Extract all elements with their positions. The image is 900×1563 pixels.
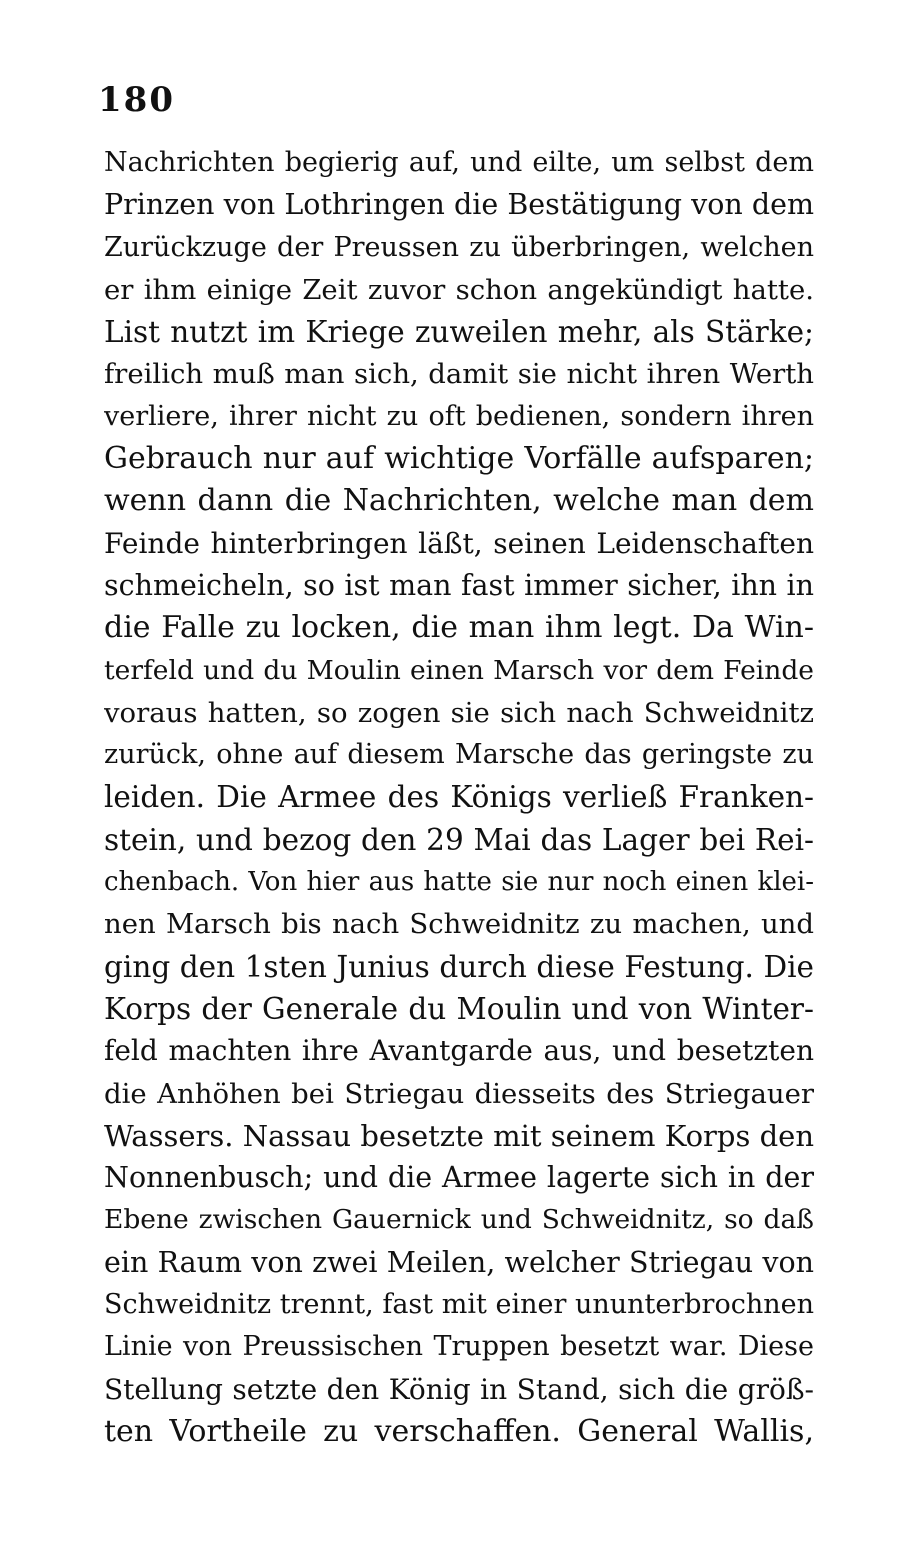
text-line: wenn dann die Nachrichten, welche man dem [104,483,814,519]
text-line: nen Marsch bis nach Schweidnitz zu machen, und [104,908,814,941]
text-line: Stellung setzte den König in Stand, sich die größ- [104,1372,814,1406]
text-line: Prinzen von Lothringen die Bestätigung von dem [104,188,814,222]
text-line: chenbach. Von hier aus hatte sie nur noch einen klei- [104,867,814,898]
text-line: voraus hatten, so zogen sie sich nach Schweidnitz [104,696,814,729]
text-line: List nutzt im Kriege zuweilen mehr, als Stärke; [104,315,814,350]
text-line: leiden. Die Armee des Königs verließ Franken- [104,780,814,815]
text-line: Schweidnitz trennt, fast mit einer ununterbrochnen [104,1289,814,1321]
text-line: Ebene zwischen Gauernick und Schweidnitz, so daß [104,1204,814,1236]
text-line: ein Raum von zwei Meilen, welcher Striegau von [104,1245,814,1279]
text-line: Feinde hinterbringen läßt, seinen Leidenschaften [104,526,814,560]
text-line: Zurückzuge der Preussen zu überbringen, welchen [104,231,814,263]
text-line: schmeicheln, so ist man fast immer sicher, ihn in [104,568,814,602]
text-line: Korps der Generale du Moulin und von Winter- [104,991,814,1026]
text-line: freilich muß man sich, damit sie nicht ihren Werth [104,358,814,391]
text-line: zurück, ohne auf diesem Marsche das geringste zu [104,739,814,771]
text-line: Nonnenbusch; und die Armee lagerte sich in der [104,1161,814,1195]
body-text [104,142,814,1453]
text-line: terfeld und du Moulin einen Marsch vor dem Feinde [104,654,814,686]
text-line: feld machten ihre Avantgarde aus, und besetzten [104,1034,814,1068]
text-line: er ihm einige Zeit zuvor schon angekündigt hatte. [104,273,814,306]
text-line: Linie von Preussischen Truppen besetzt war. Diese [104,1331,814,1363]
text-line: ging den 1sten Junius durch diese Festung. Die [104,949,814,984]
text-line: die Falle zu locken, die man ihm legt. Da Win- [104,610,814,646]
page-number: 180 [98,80,175,120]
text-line: stein, und bezog den 29 Mai das Lager bei Rei- [104,822,814,857]
text-line: verliere, ihrer nicht zu oft bedienen, sondern ihren [104,400,814,432]
text-line: ten Vortheile zu verschaffen. General Wallis, [104,1413,814,1449]
text-line: Gebrauch nur auf wichtige Vorfälle aufsparen; [104,441,814,477]
text-line: Nachrichten begierig auf, und eilte, um selbst dem [104,147,814,178]
text-line: die Anhöhen bei Striegau diesseits des Striegauer [104,1077,814,1110]
text-line: Wassers. Nassau besetzte mit seinem Korps den [104,1118,814,1153]
